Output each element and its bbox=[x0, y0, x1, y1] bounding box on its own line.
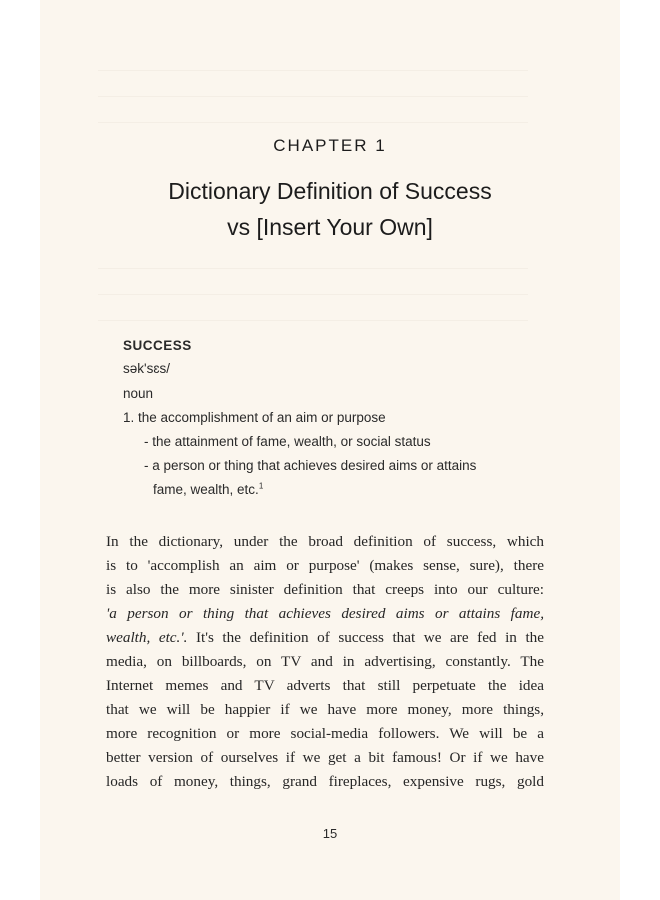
page-margin-left bbox=[0, 0, 40, 900]
definition-pronunciation: sək'sɛs/ bbox=[123, 361, 171, 376]
chapter-label: CHAPTER 1 bbox=[273, 136, 387, 155]
definition-sense-1: 1. the accomplishment of an aim or purpose bbox=[123, 410, 386, 425]
chapter-title-line-2: vs [Insert Your Own] bbox=[227, 214, 433, 240]
definition-part-of-speech: noun bbox=[123, 386, 154, 401]
footnote-marker: 1 bbox=[258, 481, 264, 491]
body-line-1: In the dictionary, under the broad definition of success, which bbox=[106, 533, 544, 550]
chapter-title-line-1: Dictionary Definition of Success bbox=[168, 178, 492, 204]
body-line-2: is to 'accomplish an aim or purpose' (makes sense, sure), there bbox=[106, 557, 544, 574]
definition-sub-sense-2-text: fame, wealth, etc. bbox=[153, 482, 259, 497]
book-page bbox=[40, 0, 620, 900]
page-margin-right bbox=[620, 0, 660, 900]
page-number: 15 bbox=[322, 826, 338, 841]
body-line-4-italic: 'a person or thing that achieves desired aims or attains fame, bbox=[106, 605, 544, 622]
definition-headword: SUCCESS bbox=[123, 338, 192, 353]
body-line-5-text: It's the definition of success that we are fed in the bbox=[187, 629, 545, 646]
body-line-7: Internet memes and TV adverts that still perpetuate the idea bbox=[106, 677, 544, 694]
body-line-6: media, on billboards, on TV and in advertising, constantly. The bbox=[106, 653, 544, 670]
body-line-10: better version of ourselves if we get a bit famous! Or if we have bbox=[106, 749, 544, 766]
definition-sub-sense-2-continued bbox=[153, 483, 613, 497]
body-line-3: is also the more sinister definition that creeps into our culture: bbox=[106, 581, 544, 598]
body-line-8: that we will be happier if we have more money, more things, bbox=[106, 701, 544, 718]
body-line-5 bbox=[106, 630, 544, 645]
body-line-11: loads of money, things, grand fireplaces, expensive rugs, gold bbox=[106, 773, 544, 790]
body-line-4 bbox=[106, 606, 544, 621]
definition-sub-sense-1: - the attainment of fame, wealth, or social status bbox=[144, 434, 431, 449]
body-line-9: more recognition or more social-media followers. We will be a bbox=[106, 725, 544, 742]
definition-sub-sense-2: - a person or thing that achieves desired aims or attains bbox=[144, 458, 477, 473]
body-line-5-italic: wealth, etc.'. bbox=[106, 629, 188, 646]
